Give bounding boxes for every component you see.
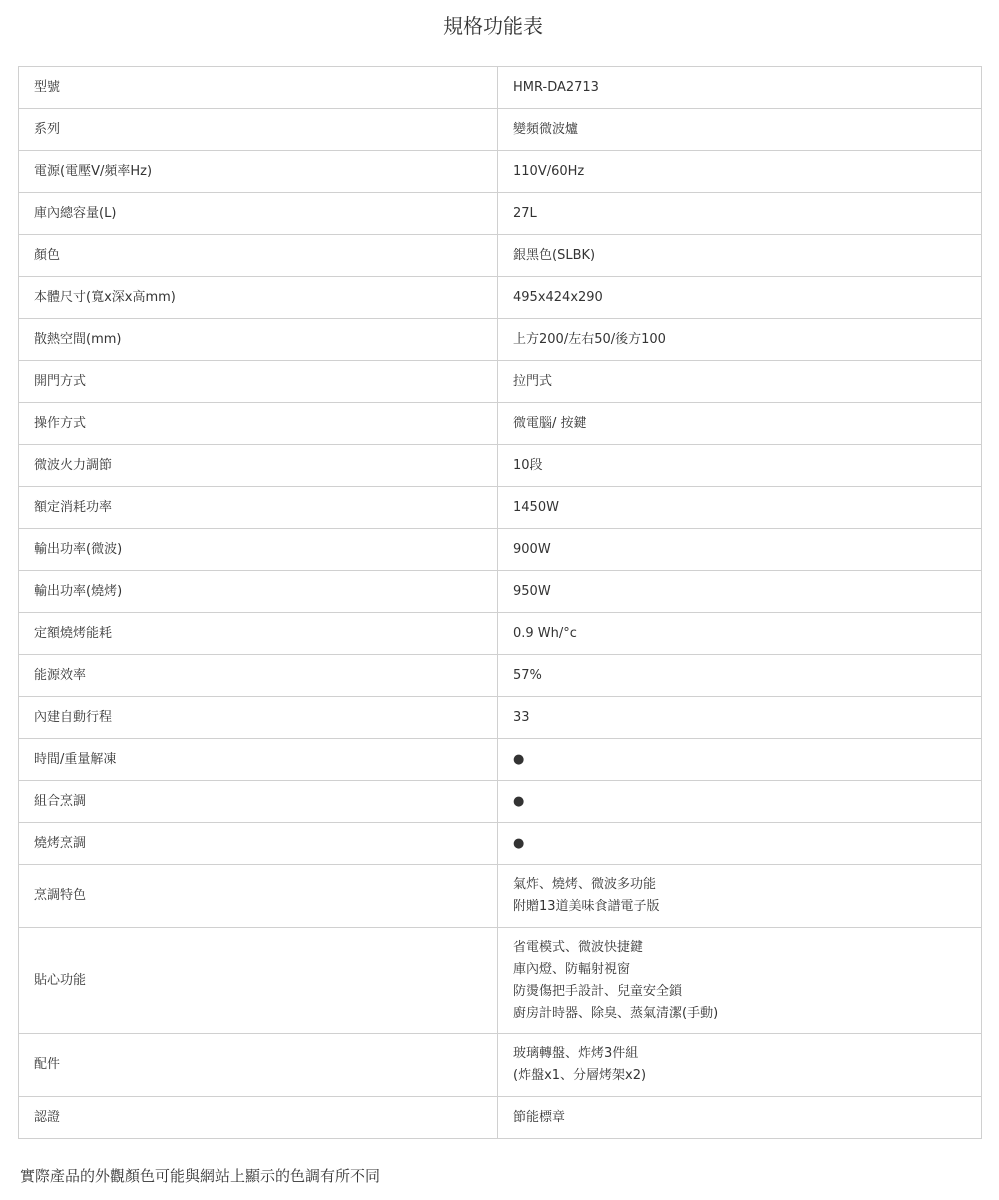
table-row	[19, 781, 982, 823]
spec-value	[498, 361, 982, 403]
table-row	[19, 529, 982, 571]
spec-value	[498, 865, 982, 928]
spec-value-line: 拉門式	[513, 373, 553, 389]
table-row	[19, 109, 982, 151]
spec-value-line: 1450W	[513, 499, 559, 515]
spec-label: 本體尺寸(寬x深x高mm)	[19, 277, 498, 319]
spec-label: 內建自動行程	[19, 697, 498, 739]
spec-value	[498, 1034, 982, 1097]
spec-value-line: 950W	[513, 583, 551, 599]
table-row	[19, 655, 982, 697]
spec-value	[498, 928, 982, 1034]
spec-value	[498, 109, 982, 151]
spec-value-line: 節能標章	[513, 1109, 566, 1125]
spec-table-body	[19, 67, 982, 1139]
spec-label: 操作方式	[19, 403, 498, 445]
spec-value-line: 廚房計時器、除臭、蒸氣清潔(手動)	[513, 1005, 719, 1021]
spec-value	[498, 571, 982, 613]
spec-value	[498, 781, 982, 823]
spec-value	[498, 193, 982, 235]
table-row	[19, 928, 982, 1034]
spec-value	[498, 277, 982, 319]
table-row	[19, 823, 982, 865]
table-row	[19, 739, 982, 781]
spec-value	[498, 529, 982, 571]
spec-value	[498, 403, 982, 445]
table-row	[19, 193, 982, 235]
spec-label: 時間/重量解凍	[19, 739, 498, 781]
spec-label: 散熱空間(mm)	[19, 319, 498, 361]
spec-value	[498, 697, 982, 739]
spec-value	[498, 1097, 982, 1139]
spec-value-line: 33	[513, 709, 530, 725]
spec-label: 輸出功率(微波)	[19, 529, 498, 571]
table-row	[19, 151, 982, 193]
table-row	[19, 571, 982, 613]
spec-label: 組合烹調	[19, 781, 498, 823]
spec-value-line: 900W	[513, 541, 551, 557]
table-row	[19, 319, 982, 361]
spec-label: 認證	[19, 1097, 498, 1139]
spec-value	[498, 67, 982, 109]
table-row	[19, 235, 982, 277]
spec-value	[498, 445, 982, 487]
table-row	[19, 1097, 982, 1139]
spec-value-line: 57%	[513, 667, 542, 683]
spec-value-line: ●	[513, 835, 525, 851]
spec-value-line: 玻璃轉盤、炸烤3件組	[513, 1046, 639, 1061]
spec-value-line: 上方200/左右50/後方100	[513, 331, 666, 347]
spec-value-line: 防燙傷把手設計、兒童安全鎖	[513, 983, 683, 999]
footnote: 實際產品的外觀顏色可能與網站上顯示的色調有所不同	[20, 1167, 381, 1185]
table-row	[19, 697, 982, 739]
spec-label: 烹調特色	[19, 865, 498, 928]
spec-value-line: HMR-DA2713	[513, 79, 599, 95]
spec-value-line: 0.9 Wh/°c	[513, 625, 577, 641]
table-row	[19, 277, 982, 319]
spec-value-line: 10段	[513, 457, 543, 473]
spec-value-line: 微電腦/ 按鍵	[513, 415, 587, 431]
spec-value-line: (炸盤x1、分層烤架x2)	[513, 1068, 647, 1083]
spec-label: 輸出功率(燒烤)	[19, 571, 498, 613]
spec-value-line: 附贈13道美味食譜電子版	[513, 899, 660, 914]
spec-value	[498, 151, 982, 193]
spec-value	[498, 739, 982, 781]
spec-label: 型號	[19, 67, 498, 109]
table-row	[19, 445, 982, 487]
spec-label: 電源(電壓V/頻率Hz)	[19, 151, 498, 193]
spec-table	[18, 66, 982, 1139]
spec-label: 配件	[19, 1034, 498, 1097]
spec-value-line: 省電模式、微波快捷鍵	[513, 939, 644, 955]
spec-value	[498, 655, 982, 697]
spec-value-line: ●	[513, 793, 525, 809]
spec-label: 燒烤烹調	[19, 823, 498, 865]
spec-value-line: 庫內燈、防輻射視窗	[513, 961, 631, 977]
spec-value-line: 27L	[513, 205, 537, 221]
spec-label: 定額燒烤能耗	[19, 613, 498, 655]
spec-label: 貼心功能	[19, 928, 498, 1034]
spec-label: 額定消耗功率	[19, 487, 498, 529]
spec-label: 能源效率	[19, 655, 498, 697]
page-title: 規格功能表	[443, 14, 543, 38]
spec-value	[498, 823, 982, 865]
spec-label: 顏色	[19, 235, 498, 277]
table-row	[19, 865, 982, 928]
spec-label: 開門方式	[19, 361, 498, 403]
table-row	[19, 1034, 982, 1097]
spec-value-line: 變頻微波爐	[513, 121, 579, 137]
spec-value	[498, 319, 982, 361]
spec-value-line: 銀黑色(SLBK)	[513, 247, 596, 263]
spec-label: 系列	[19, 109, 498, 151]
table-row	[19, 403, 982, 445]
spec-value-line: 110V/60Hz	[513, 163, 585, 179]
spec-value-line: ●	[513, 751, 525, 767]
table-row	[19, 67, 982, 109]
spec-value	[498, 235, 982, 277]
spec-label: 微波火力調節	[19, 445, 498, 487]
spec-value-line: 495x424x290	[513, 289, 603, 305]
spec-label: 庫內總容量(L)	[19, 193, 498, 235]
table-row	[19, 361, 982, 403]
table-row	[19, 487, 982, 529]
spec-value	[498, 487, 982, 529]
table-row	[19, 613, 982, 655]
spec-value	[498, 613, 982, 655]
spec-value-line: 氣炸、燒烤、微波多功能	[513, 877, 657, 892]
